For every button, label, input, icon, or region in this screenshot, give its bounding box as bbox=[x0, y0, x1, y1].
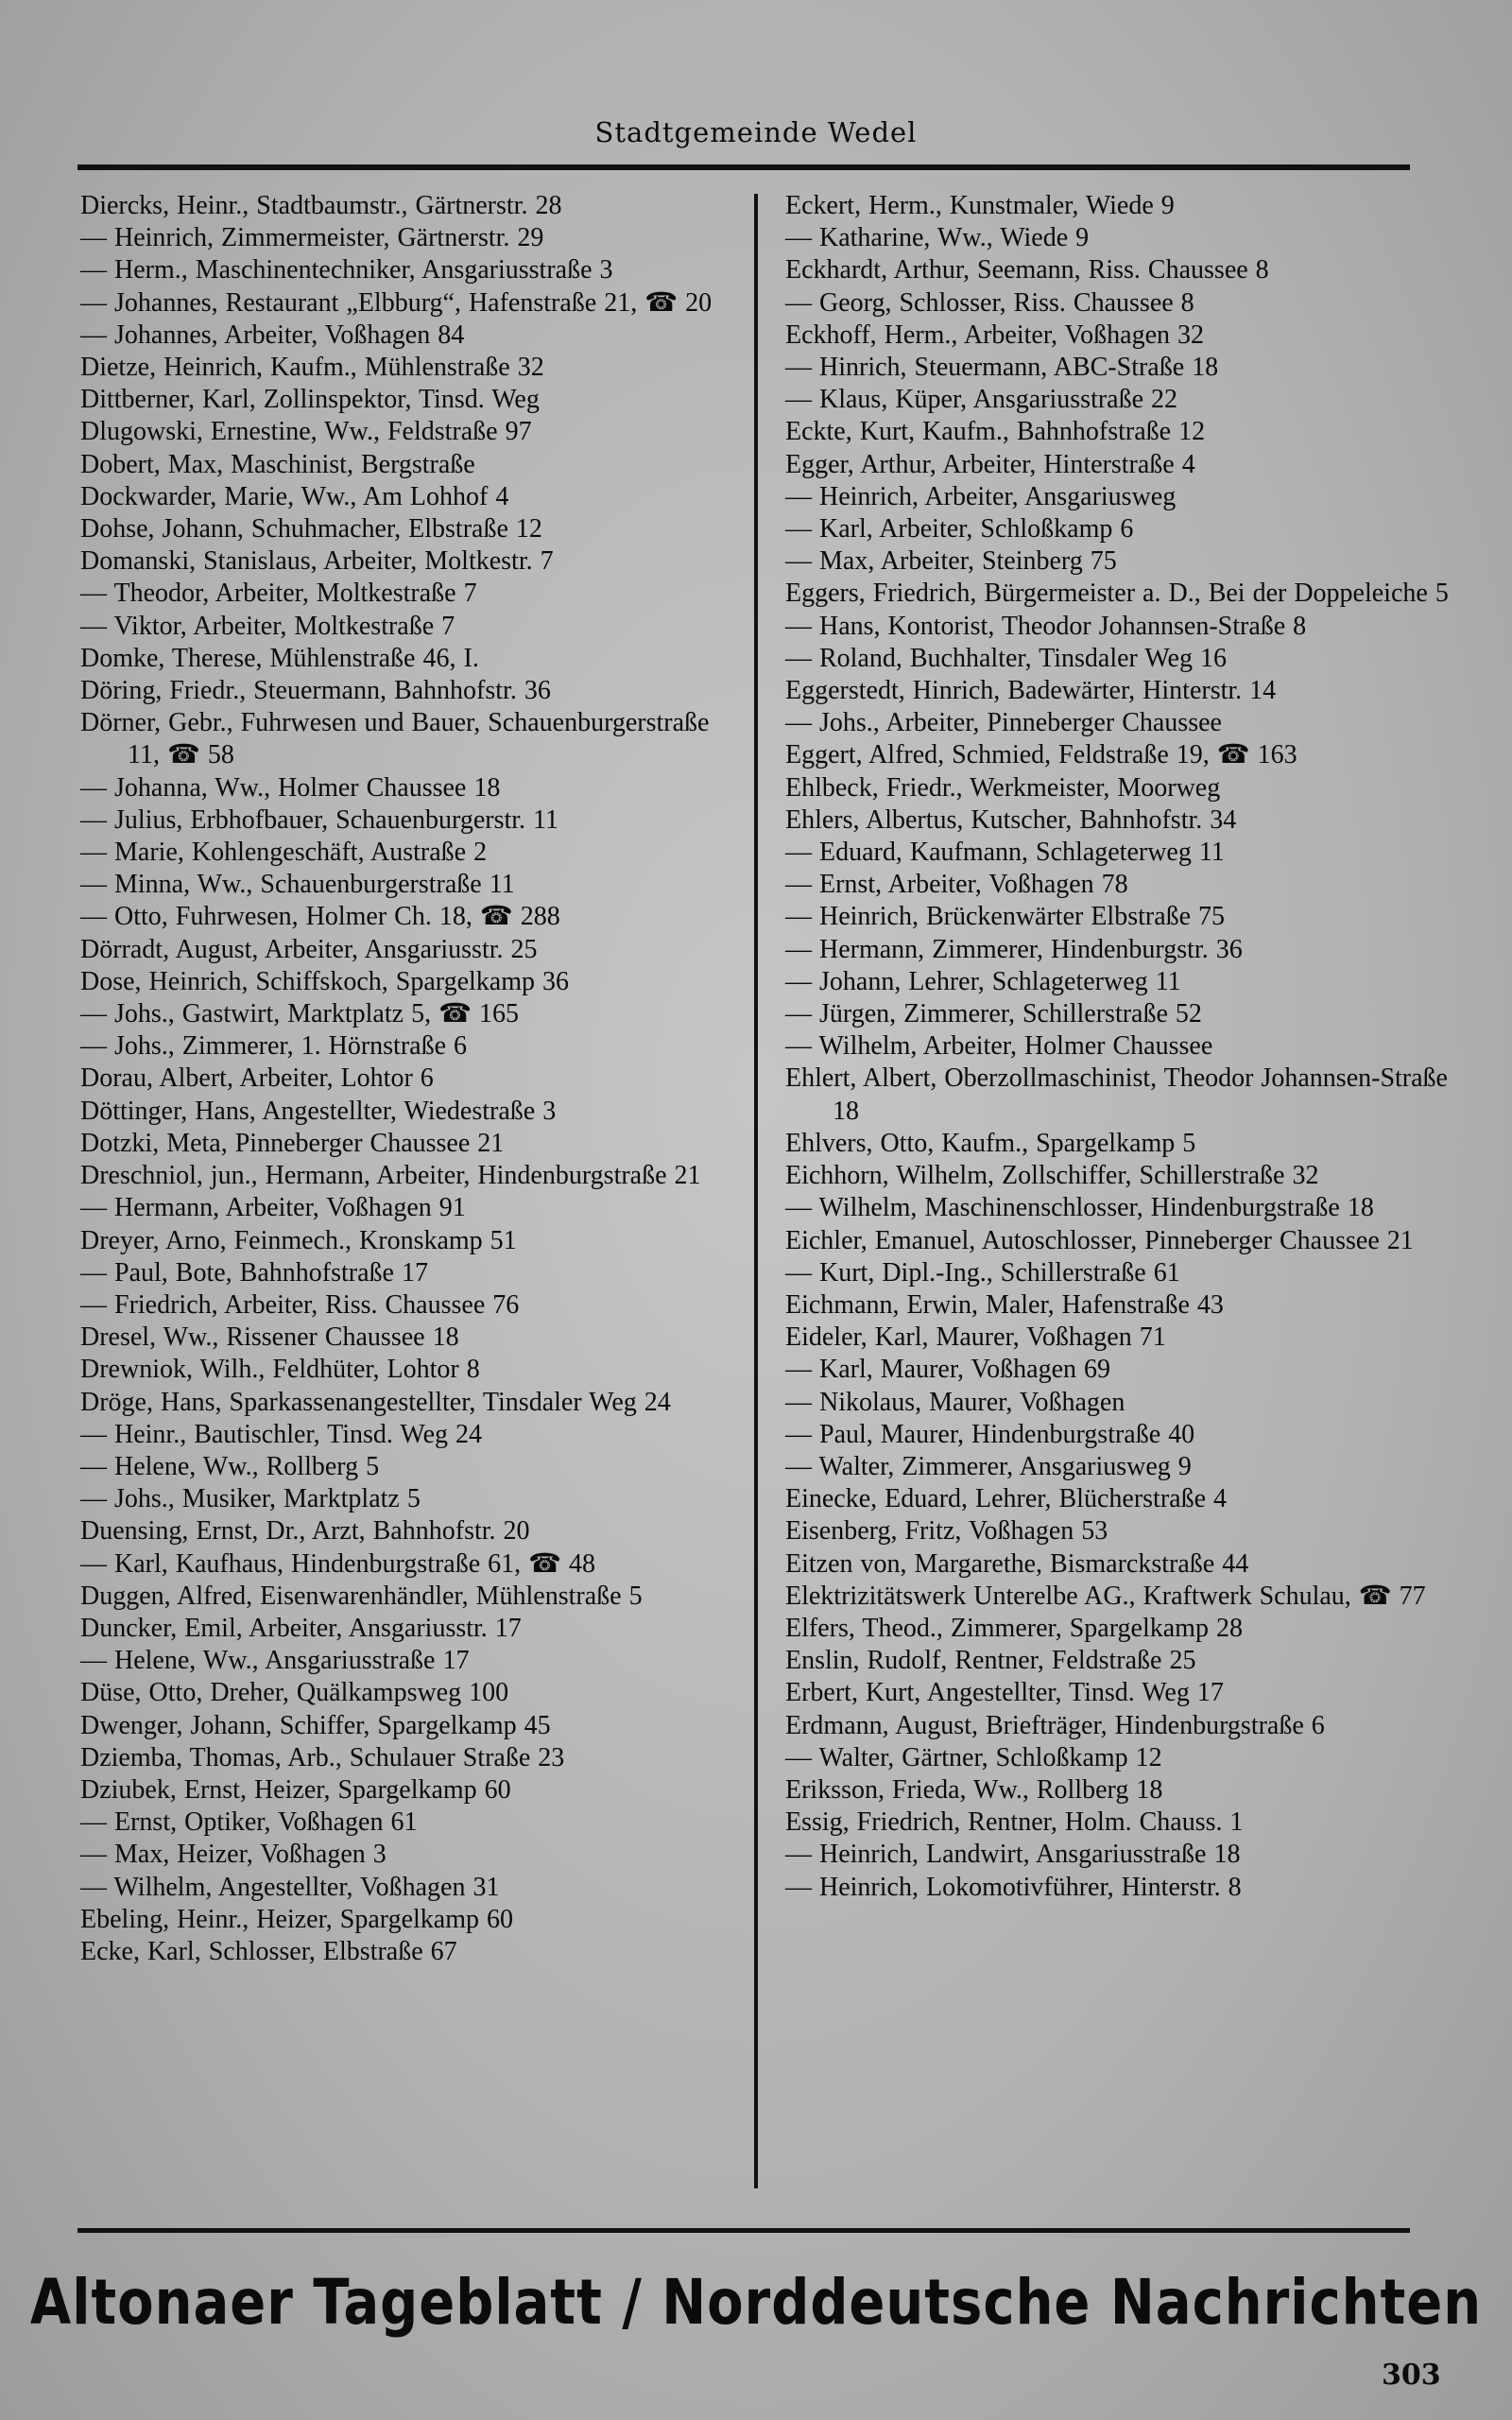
directory-entry: — Helene, Ww., Ansgariusstraße 17 bbox=[80, 1646, 470, 1676]
directory-entry: Dittberner, Karl, Zollinspektor, Tinsd. Weg bbox=[80, 385, 540, 415]
directory-entry: Drewniok, Wilh., Feldhüter, Lohtor 8 bbox=[80, 1355, 480, 1385]
directory-entry: — Helene, Ww., Rollberg 5 bbox=[80, 1451, 380, 1481]
directory-entry: Duncker, Emil, Arbeiter, Ansgariusstr. 17 bbox=[80, 1613, 522, 1643]
directory-entry: — Johs., Zimmerer, 1. Hörnstraße 6 bbox=[80, 1031, 468, 1062]
directory-entry: Dziemba, Thomas, Arb., Schulauer Straße 23 bbox=[80, 1742, 565, 1772]
directory-entry: — Heinrich, Arbeiter, Ansgariusweg bbox=[785, 481, 1177, 511]
directory-entry: Eckte, Kurt, Kaufm., Bahnhofstraße 12 bbox=[785, 417, 1206, 447]
directory-entry: Dietze, Heinrich, Kaufm., Mühlenstraße 32 bbox=[80, 353, 544, 383]
directory-entry: Dwenger, Johann, Schiffer, Spargelkamp 45 bbox=[80, 1710, 551, 1740]
newspaper-masthead: Altonaer Tageblatt / Norddeutsche Nachrichten bbox=[29, 2267, 1483, 2340]
directory-entry: — Karl, Kaufhaus, Hindenburgstraße 61, ☎ 48 bbox=[80, 1548, 596, 1579]
directory-entry: — Johs., Gastwirt, Marktplatz 5, ☎ 165 bbox=[80, 999, 519, 1029]
directory-entry: — Nikolaus, Maurer, Voßhagen bbox=[785, 1387, 1125, 1417]
directory-entry: Diercks, Heinr., Stadtbaumstr., Gärtnerstr. 28 bbox=[80, 191, 562, 220]
directory-entry: — Johs., Musiker, Marktplatz 5 bbox=[80, 1484, 421, 1514]
directory-entry: Ehlbeck, Friedr., Werkmeister, Moorweg bbox=[785, 772, 1221, 803]
directory-entry: — Wilhelm, Maschinenschlosser, Hindenburgstraße 18 bbox=[785, 1193, 1374, 1223]
directory-entry: Dörner, Gebr., Fuhrwesen und Bauer, Schauenburgerstraße 11, ☎ 58 bbox=[80, 708, 710, 770]
directory-entry: — Johannes, Restaurant „Elbburg“, Hafenstraße 21, ☎ 20 bbox=[80, 287, 713, 318]
directory-entry: — Georg, Schlosser, Riss. Chaussee 8 bbox=[785, 287, 1194, 318]
directory-entry: Eriksson, Frieda, Ww., Rollberg 18 bbox=[785, 1774, 1163, 1805]
directory-entry: Dreyer, Arno, Feinmech., Kronskamp 51 bbox=[80, 1225, 517, 1255]
directory-entry: — Johanna, Ww., Holmer Chaussee 18 bbox=[80, 772, 501, 803]
directory-entry: Erdmann, August, Briefträger, Hindenburgstraße 6 bbox=[785, 1710, 1325, 1740]
directory-entry: Dorau, Albert, Arbeiter, Lohtor 6 bbox=[80, 1063, 434, 1094]
directory-entry: Eitzen von, Margarethe, Bismarckstraße 44 bbox=[785, 1548, 1249, 1579]
directory-entry: — Heinrich, Brückenwärter Elbstraße 75 bbox=[785, 902, 1226, 932]
directory-entry: — Klaus, Küper, Ansgariusstraße 22 bbox=[785, 385, 1178, 415]
directory-entry: — Johannes, Arbeiter, Voßhagen 84 bbox=[80, 320, 465, 350]
footer-rule bbox=[77, 2228, 1410, 2233]
directory-entry: — Ernst, Optiker, Voßhagen 61 bbox=[80, 1807, 418, 1838]
directory-entry: Dreschniol, jun., Hermann, Arbeiter, Hindenburgstraße 21 bbox=[80, 1161, 701, 1191]
directory-entry: — Jürgen, Zimmerer, Schillerstraße 52 bbox=[785, 999, 1202, 1029]
directory-entry: Dohse, Johann, Schuhmacher, Elbstraße 12 bbox=[80, 514, 542, 544]
directory-entry: Eckhardt, Arthur, Seemann, Riss. Chaussee 8 bbox=[785, 255, 1269, 285]
directory-entry: — Friedrich, Arbeiter, Riss. Chaussee 76 bbox=[80, 1289, 520, 1320]
directory-entry: Eichmann, Erwin, Maler, Hafenstraße 43 bbox=[785, 1289, 1224, 1320]
directory-entry: — Walter, Gärtner, Schloßkamp 12 bbox=[785, 1742, 1162, 1772]
directory-entry: — Max, Heizer, Voßhagen 3 bbox=[80, 1840, 387, 1870]
directory-entry: — Karl, Arbeiter, Schloßkamp 6 bbox=[785, 514, 1134, 544]
directory-entry: — Otto, Fuhrwesen, Holmer Ch. 18, ☎ 288 bbox=[80, 902, 560, 932]
directory-entry: — Heinrich, Zimmermeister, Gärtnerstr. 29 bbox=[80, 223, 544, 253]
directory-entry: Döttinger, Hans, Angestellter, Wiedestraße 3 bbox=[80, 1096, 557, 1126]
directory-entry: Einecke, Eduard, Lehrer, Blücherstraße 4 bbox=[785, 1484, 1227, 1514]
directory-entry: Dose, Heinrich, Schiffskoch, Spargelkamp 36 bbox=[80, 966, 569, 996]
directory-entry: — Kurt, Dipl.-Ing., Schillerstraße 61 bbox=[785, 1257, 1180, 1288]
directory-entry: — Herm., Maschinentechniker, Ansgariusstraße 3 bbox=[80, 255, 613, 285]
directory-entry: Elektrizitätswerk Unterelbe AG., Kraftwerk Schulau, ☎ 77 bbox=[785, 1581, 1426, 1611]
directory-entry: Eggerstedt, Hinrich, Badewärter, Hinterstr. 14 bbox=[785, 676, 1277, 706]
directory-entry: Dresel, Ww., Rissener Chaussee 18 bbox=[80, 1322, 459, 1353]
directory-entry: Eggers, Friedrich, Bürgermeister a. D., Bei der Doppeleiche 5 bbox=[785, 579, 1449, 609]
directory-entry: — Paul, Bote, Bahnhofstraße 17 bbox=[80, 1257, 428, 1288]
directory-entry: — Hans, Kontorist, Theodor Johannsen-Straße 8 bbox=[785, 611, 1307, 641]
directory-entry: — Max, Arbeiter, Steinberg 75 bbox=[785, 546, 1117, 577]
directory-entry: Döring, Friedr., Steuermann, Bahnhofstr. 36 bbox=[80, 676, 551, 706]
directory-entry: — Johs., Arbeiter, Pinneberger Chaussee bbox=[785, 708, 1222, 738]
directory-entry: Dockwarder, Marie, Ww., Am Lohhof 4 bbox=[80, 481, 509, 511]
directory-entry: Dörradt, August, Arbeiter, Ansgariusstr. 25 bbox=[80, 934, 538, 964]
directory-entry: Domke, Therese, Mühlenstraße 46, I. bbox=[80, 643, 479, 673]
directory-entry: — Eduard, Kaufmann, Schlageterweg 11 bbox=[785, 838, 1225, 868]
directory-entry: Duensing, Ernst, Dr., Arzt, Bahnhofstr. 20 bbox=[80, 1516, 530, 1547]
directory-entry: — Marie, Kohlengeschäft, Austraße 2 bbox=[80, 838, 488, 868]
directory-entry: — Katharine, Ww., Wiede 9 bbox=[785, 223, 1090, 253]
directory-entry: — Walter, Zimmerer, Ansgariusweg 9 bbox=[785, 1451, 1192, 1481]
directory-entry: Eggert, Alfred, Schmied, Feldstraße 19, ☎ 163 bbox=[785, 740, 1297, 770]
directory-entry: Erbert, Kurt, Angestellter, Tinsd. Weg 17 bbox=[785, 1678, 1224, 1708]
directory-entry: Düse, Otto, Dreher, Quälkampsweg 100 bbox=[80, 1678, 509, 1708]
directory-entry: Ebeling, Heinr., Heizer, Spargelkamp 60 bbox=[80, 1904, 514, 1934]
header-rule bbox=[77, 164, 1410, 170]
directory-entry: — Wilhelm, Arbeiter, Holmer Chaussee bbox=[785, 1031, 1213, 1062]
directory-entry: — Theodor, Arbeiter, Moltkestraße 7 bbox=[80, 579, 477, 609]
directory-entry: Egger, Arthur, Arbeiter, Hinterstraße 4 bbox=[785, 449, 1195, 479]
directory-entry: — Viktor, Arbeiter, Moltkestraße 7 bbox=[80, 611, 455, 641]
directory-entry: Elfers, Theod., Zimmerer, Spargelkamp 28 bbox=[785, 1613, 1243, 1643]
directory-entry: Dziubek, Ernst, Heizer, Spargelkamp 60 bbox=[80, 1774, 511, 1805]
directory-entry: Eisenberg, Fritz, Voßhagen 53 bbox=[785, 1516, 1108, 1547]
directory-entry: Ehlvers, Otto, Kaufm., Spargelkamp 5 bbox=[785, 1128, 1196, 1158]
column-divider bbox=[754, 194, 758, 2188]
directory-entry: — Heinrich, Landwirt, Ansgariusstraße 18 bbox=[785, 1840, 1241, 1870]
directory-entry: Ehlers, Albertus, Kutscher, Bahnhofstr. 34 bbox=[785, 804, 1237, 835]
directory-entry: Eideler, Karl, Maurer, Voßhagen 71 bbox=[785, 1322, 1166, 1353]
directory-entry: Enslin, Rudolf, Rentner, Feldstraße 25 bbox=[785, 1646, 1196, 1676]
directory-entry: Dotzki, Meta, Pinneberger Chaussee 21 bbox=[80, 1128, 505, 1158]
directory-entry: — Minna, Ww., Schauenburgerstraße 11 bbox=[80, 870, 515, 900]
directory-entry: Eckert, Herm., Kunstmaler, Wiede 9 bbox=[785, 191, 1175, 220]
directory-entry: — Paul, Maurer, Hindenburgstraße 40 bbox=[785, 1419, 1195, 1449]
directory-entry: Duggen, Alfred, Eisenwarenhändler, Mühlenstraße 5 bbox=[80, 1581, 643, 1611]
directory-entry: Ehlert, Albert, Oberzollmaschinist, Theodor Johannsen-Straße 18 bbox=[785, 1063, 1448, 1126]
directory-entry: — Ernst, Arbeiter, Voßhagen 78 bbox=[785, 870, 1128, 900]
directory-entry: — Hermann, Zimmerer, Hindenburgstr. 36 bbox=[785, 934, 1243, 964]
directory-entry: — Heinrich, Lokomotivführer, Hinterstr. 8 bbox=[785, 1872, 1242, 1902]
page-header: Stadtgemeinde Wedel bbox=[594, 116, 918, 148]
directory-entry: — Wilhelm, Angestellter, Voßhagen 31 bbox=[80, 1872, 500, 1902]
directory-entry: Eichhorn, Wilhelm, Zollschiffer, Schillerstraße 32 bbox=[785, 1161, 1319, 1191]
directory-entry: Dröge, Hans, Sparkassenangestellter, Tinsdaler Weg 24 bbox=[80, 1387, 671, 1417]
directory-entry: Essig, Friedrich, Rentner, Holm. Chauss. 1 bbox=[785, 1807, 1244, 1838]
directory-entry: Ecke, Karl, Schlosser, Elbstraße 67 bbox=[80, 1936, 457, 1966]
directory-entry: — Julius, Erbhofbauer, Schauenburgerstr. 11 bbox=[80, 804, 559, 835]
directory-entry: — Johann, Lehrer, Schlageterweg 11 bbox=[785, 966, 1181, 996]
directory-entry: Eckhoff, Herm., Arbeiter, Voßhagen 32 bbox=[785, 320, 1205, 350]
directory-entry: — Roland, Buchhalter, Tinsdaler Weg 16 bbox=[785, 643, 1227, 673]
right-column bbox=[785, 190, 1452, 1904]
directory-entry: Dlugowski, Ernestine, Ww., Feldstraße 97 bbox=[80, 417, 532, 447]
left-column bbox=[80, 190, 747, 1968]
page-number: 303 bbox=[1382, 2359, 1441, 2392]
directory-entry: — Karl, Maurer, Voßhagen 69 bbox=[785, 1355, 1110, 1385]
directory-entry: — Hinrich, Steuermann, ABC-Straße 18 bbox=[785, 353, 1219, 383]
directory-entry: — Heinr., Bautischler, Tinsd. Weg 24 bbox=[80, 1419, 482, 1449]
directory-entry: — Hermann, Arbeiter, Voßhagen 91 bbox=[80, 1193, 466, 1223]
directory-entry: Dobert, Max, Maschinist, Bergstraße bbox=[80, 449, 475, 479]
directory-entry: Eichler, Emanuel, Autoschlosser, Pinneberger Chaussee 21 bbox=[785, 1225, 1414, 1255]
directory-entry: Domanski, Stanislaus, Arbeiter, Moltkestr. 7 bbox=[80, 546, 554, 577]
